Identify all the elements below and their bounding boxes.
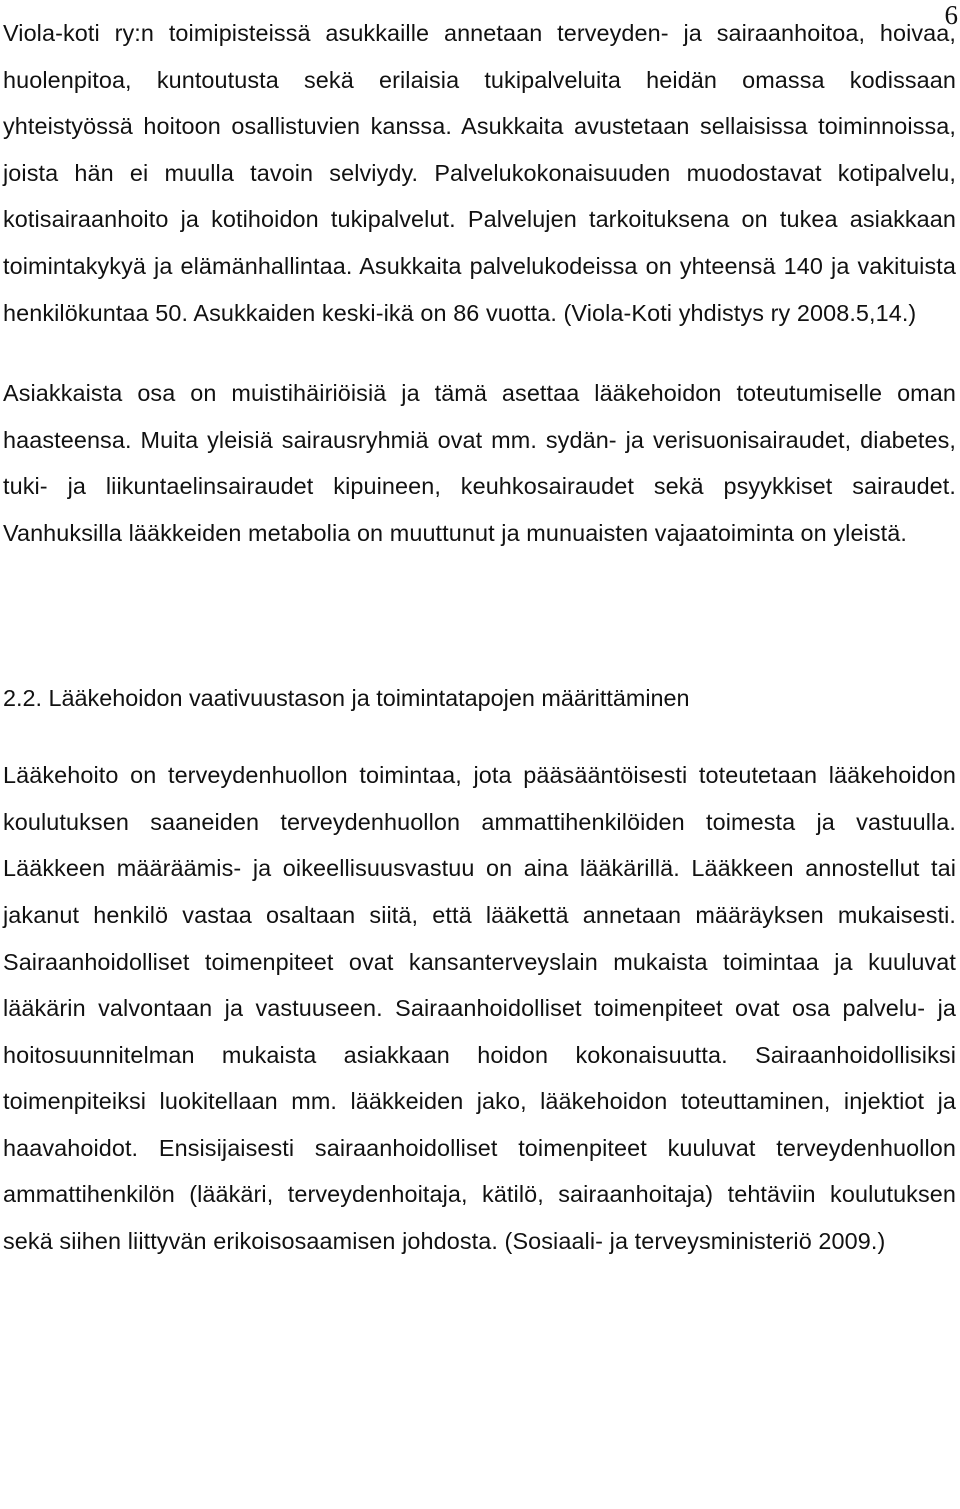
paragraph-spacer — [3, 336, 956, 370]
section-heading: 2.2. Lääkehoidon vaativuustason ja toimintatapojen määrittäminen — [3, 684, 690, 711]
paragraph-resident-conditions: Asiakkaista osa on muistihäiriöisiä ja tämä asettaa lääkehoidon toteutumiselle oman haasteensa. Muita yleisiä sairausryhmiä ovat mm. sydän- ja verisuonisairaudet, diabetes, tuki- ja liikuntaelinsairaudet kipuineen, keuhkosairaudet sekä psyykkiset sairaudet. Vanhuksilla lääkkeiden metabolia on muuttunut ja munuaisten vajaatoiminta on yleistä. — [3, 380, 956, 546]
paragraph-viola-koti-services: Viola-koti ry:n toimipisteissä asukkaille annetaan terveyden- ja sairaanhoitoa, hoivaa, huolenpitoa, kuntoutusta sekä erilaisia tukipalveluita heidän omassa kodissaan yhteistyössä hoitoon osallistuvien kanssa. Asukkaita avustetaan sellaisissa toiminnoissa, joista hän ei muulla tavoin selviydy. Palvelukokonaisuuden muodostavat kotipalvelu, kotisairaanhoito ja kotihoidon tukipalvelut. Palvelujen tarkoituksena on tukea asiakkaan toimintakykyä ja elämänhallintaa. Asukkaita palvelukodeissa on yhteensä 140 ja vakituista henkilökuntaa 50. Asukkaiden keski-ikä on 86 vuotta. (Viola-Koti yhdistys ry 2008.5,14.) — [3, 20, 956, 326]
section-spacer — [3, 557, 956, 675]
paragraph-medication-responsibility: Lääkehoito on terveydenhuollon toimintaa, jota pääsääntöisesti toteutetaan lääkehoidon koulutuksen saaneiden terveydenhuollon ammattihenkilöiden toimesta ja vastuulla. Lääkkeen määräämis- ja oikeellisuusvastuu on aina lääkärillä. Lääkkeen annostellut tai jakanut henkilö vastaa osaltaan siitä, että lääkettä annetaan määräyksen mukaisesti. Sairaanhoidolliset toimenpiteet ovat kansanterveyslain mukaista toimintaa ja kuuluvat lääkärin valvontaan ja vastuuseen. Sairaanhoidolliset toimenpiteet ovat osa palvelu- ja hoitosuunnitelman mukaista asiakkaan hoidon kokonaisuutta. Sairaanhoidollisiksi toimenpiteiksi luokitellaan mm. lääkkeiden jako, lääkehoidon toteuttaminen, injektiot ja haavahoidot. Ensisijaisesti sairaanhoidolliset toimenpiteet kuuluvat terveydenhuollon ammattihenkilön (lääkäri, terveydenhoitaja, kätilö, sairaanhoitaja) tehtäviin koulutuksen sekä siihen liittyvän erikoisosaamisen johdosta. (Sosiaali- ja terveysministeriö 2009.) — [3, 762, 956, 1255]
page-number: 6 — [944, 0, 958, 30]
heading-spacer — [3, 721, 956, 752]
document-body — [3, 10, 956, 1265]
